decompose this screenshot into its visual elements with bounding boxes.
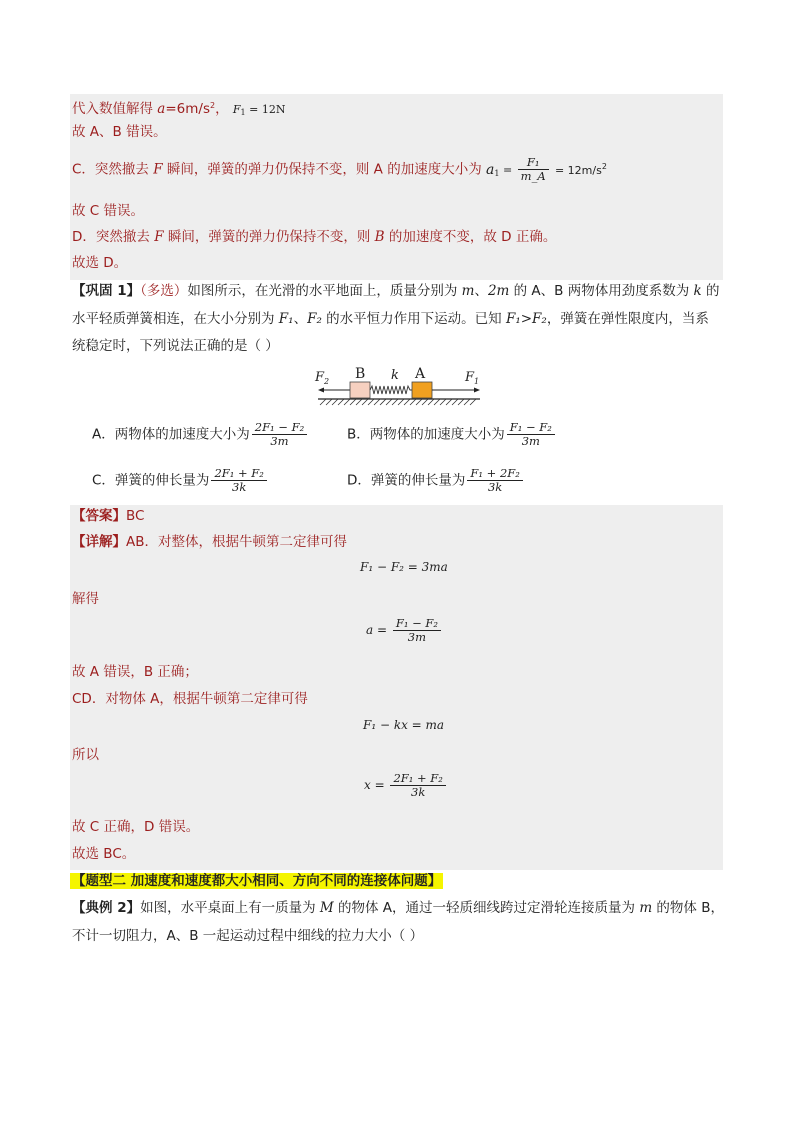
figure-label-F2: $F_2$ bbox=[315, 370, 330, 386]
question1-line-1: 【巩固 1】（多选）如图所示，在光滑的水平地面上，质量分别为 m、2m 的 A、B 两物体用劲度系数为 k 的 bbox=[72, 283, 720, 299]
detail-ab-conclusion: 故 A 错误，B 正确； bbox=[72, 664, 198, 680]
example2-line-1: 【典例 2】如图，水平桌面上有一质量为 M 的物体 A，通过一轻质细线跨过定滑轮连接质量为 m 的物体 B， bbox=[72, 900, 724, 916]
option-C-fraction: $\frac{\text{2F₁ + F₂}}{3k}$ bbox=[211, 467, 266, 494]
equation-3: F₁ − kx = ma bbox=[363, 718, 445, 732]
option-C[interactable]: C．弹簧的伸长量为 $\frac{\text{2F₁ + F₂}}{3k}$ bbox=[92, 467, 269, 494]
solution-line-4: 故 C 错误。 bbox=[72, 203, 145, 219]
detail-ab-intro: 【详解】AB．对整体，根据牛顿第二定律可得 bbox=[72, 534, 347, 550]
figure-label-B: B bbox=[355, 366, 366, 382]
option-B-fraction: $\frac{\text{F₁ − F₂}}{3m}$ bbox=[507, 421, 555, 448]
solution-line-5: D．突然撤去 F 瞬间，弹簧的弹力仍保持不变，则 B 的加速度不变，故 D 正确。 bbox=[72, 229, 557, 245]
example2-line-2: 不计一切阻力，A、B 一起运动过程中细线的拉力大小（ ） bbox=[72, 928, 424, 944]
detail-solve: 解得 bbox=[72, 591, 99, 607]
question1-line-3: 统稳定时，下列说法正确的是（ ） bbox=[72, 338, 279, 354]
solution-line-6: 故选 D。 bbox=[72, 255, 128, 271]
question1-line-2: 水平轻质弹簧相连，在大小分别为 F₁、F₂ 的水平恒力作用下运动。已知 F₁>F₂，弹簧在弹性限度内，当系 bbox=[72, 311, 709, 327]
equation-4: x = $\frac{\text{2F₁ + F₂}}{3k}$ bbox=[364, 772, 448, 799]
option-B[interactable]: B．两物体的加速度大小为 $\frac{\text{F₁ − F₂}}{3m}$ bbox=[347, 421, 557, 448]
solution-line-1: 代入数值解得 $a=6m/s^2$， $F_1 = 12N$ bbox=[72, 101, 286, 117]
answer-line: 【答案】BC bbox=[72, 508, 145, 524]
spring-blocks-figure bbox=[312, 364, 487, 410]
fraction-a1: $\frac{\text{F₁}}{m\_A}$ bbox=[518, 156, 549, 183]
option-A[interactable]: A．两物体的加速度大小为 $\frac{\text{2F₁ − F₂}}{3m}$ bbox=[92, 421, 309, 448]
option-D-fraction: $\frac{\text{F₁ + 2F₂}}{3k}$ bbox=[467, 467, 522, 494]
arrowhead-F2 bbox=[318, 388, 324, 393]
option-A-fraction: $\frac{\text{2F₁ − F₂}}{3m}$ bbox=[252, 421, 307, 448]
block-B bbox=[350, 382, 370, 398]
figure-label-A: A bbox=[415, 366, 426, 382]
figure-label-k: k bbox=[391, 368, 399, 383]
detail-final: 故选 BC。 bbox=[72, 846, 136, 862]
section-heading: 【题型二 加速度和速度都大小相同、方向不同的连接体问题】 bbox=[72, 873, 442, 889]
detail-cd-intro: CD．对物体 A，根据牛顿第二定律可得 bbox=[72, 691, 308, 707]
solution-line-3: C．突然撤去 F 瞬间，弹簧的弹力仍保持不变，则 A 的加速度大小为 $a_1$ = $\frac{\text{F₁}}{m\_A}$ = $12m/s^2$ bbox=[72, 155, 607, 183]
ground-hatching bbox=[320, 399, 476, 405]
option-D[interactable]: D．弹簧的伸长量为 $\frac{\text{F₁ + 2F₂}}{3k}$ bbox=[347, 467, 525, 494]
detail-cd-conclusion: 故 C 正确，D 错误。 bbox=[72, 819, 200, 835]
solution-line-2: 故 A、B 错误。 bbox=[72, 124, 167, 140]
detail-so: 所以 bbox=[72, 747, 99, 763]
spring bbox=[370, 386, 412, 394]
equation-2: a = $\frac{\text{F₁ − F₂}}{3m}$ bbox=[366, 617, 443, 644]
equation-1: F₁ − F₂ = 3ma bbox=[360, 560, 448, 574]
arrowhead-F1 bbox=[474, 388, 480, 393]
block-A bbox=[412, 382, 432, 398]
figure-label-F1: $F_1$ bbox=[465, 370, 480, 386]
